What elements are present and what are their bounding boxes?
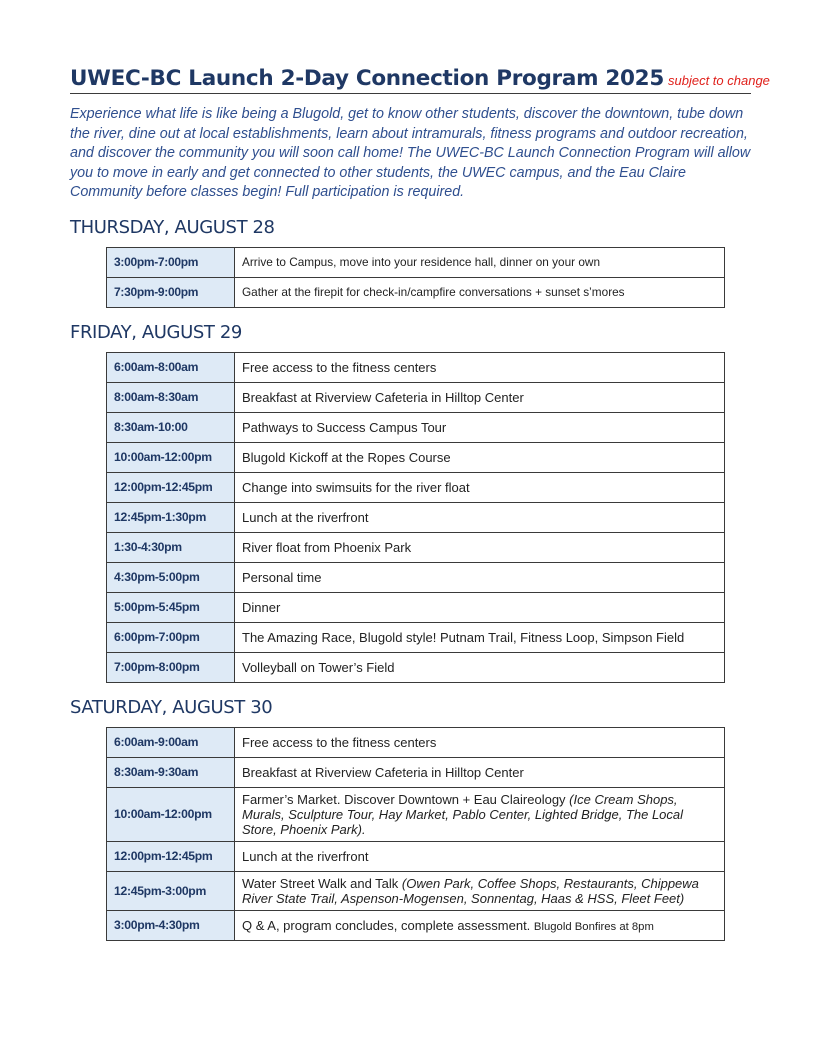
time-cell: 10:00am-12:00pm (107, 442, 235, 472)
friday-schedule-table (106, 352, 725, 683)
activity-details: (Owen Park, Coffee Shops, Restaurants, Chippewa River State Trail, Aspenson-Mogensen, Sonnentag, Haas & HSS, Fleet Feet) (242, 875, 699, 906)
time-cell: 8:30am-9:30am (107, 757, 235, 787)
time-cell: 4:30pm-5:00pm (107, 562, 235, 592)
time-cell: 7:00pm-8:00pm (107, 652, 235, 682)
time-cell: 8:30am-10:00 (107, 412, 235, 442)
activity-text: Farmer’s Market. Discover Downtown + Eau Claireology (242, 791, 570, 807)
time-cell: 8:00am-8:30am (107, 382, 235, 412)
subject-to-change-note: subject to change (668, 73, 770, 88)
title-row (70, 66, 770, 94)
time-cell: 3:00pm-7:00pm (107, 247, 235, 277)
activity-cell (235, 871, 725, 910)
table-row (107, 562, 725, 592)
activity-cell: Lunch at the riverfront (235, 841, 725, 871)
table-row (107, 592, 725, 622)
table-row (107, 757, 725, 787)
table-row (107, 502, 725, 532)
activity-cell: Gather at the firepit for check-in/campfire conversations + sunset s’mores (235, 277, 725, 307)
saturday-heading: SATURDAY, AUGUST 30 (70, 696, 273, 718)
activity-cell (235, 787, 725, 841)
bonfire-note: Blugold Bonfires at 8pm (533, 920, 654, 933)
time-cell: 12:45pm-1:30pm (107, 502, 235, 532)
thursday-schedule-table (106, 247, 725, 308)
table-row (107, 652, 725, 682)
table-row (107, 442, 725, 472)
time-cell: 6:00am-8:00am (107, 352, 235, 382)
activity-cell: Pathways to Success Campus Tour (235, 412, 725, 442)
table-row (107, 910, 725, 940)
table-row (107, 841, 725, 871)
activity-cell: River float from Phoenix Park (235, 532, 725, 562)
table-row (107, 412, 725, 442)
activity-cell: Personal time (235, 562, 725, 592)
time-cell: 12:00pm-12:45pm (107, 472, 235, 502)
table-row (107, 247, 725, 277)
activity-cell: Breakfast at Riverview Cafeteria in Hilltop Center (235, 757, 725, 787)
table-row (107, 622, 725, 652)
activity-cell: Blugold Kickoff at the Ropes Course (235, 442, 725, 472)
table-row (107, 382, 725, 412)
time-cell: 10:00am-12:00pm (107, 787, 235, 841)
thursday-heading: THURSDAY, AUGUST 28 (70, 216, 275, 238)
activity-cell: Breakfast at Riverview Cafeteria in Hilltop Center (235, 382, 725, 412)
activity-cell: Lunch at the riverfront (235, 502, 725, 532)
table-row (107, 787, 725, 841)
table-row (107, 532, 725, 562)
friday-heading: FRIDAY, AUGUST 29 (70, 321, 242, 343)
activity-cell: Arrive to Campus, move into your residence hall, dinner on your own (235, 247, 725, 277)
saturday-schedule-table (106, 727, 725, 941)
intro-paragraph: Experience what life is like being a Blugold, get to know other students, discover the downtown, tube down the river, dine out at local establishments, learn about intramurals, fitness programs and outdoor recreation, and discover the community you will soon call home! The UWEC-BC Launch Connection Program will allow you to move in early and get connected to other students, the UWEC campus, and the Eau Claire Community before classes begin! Full participation is required. (70, 106, 751, 201)
table-row (107, 727, 725, 757)
table-row (107, 472, 725, 502)
table-row (107, 277, 725, 307)
document-page (70, 66, 770, 941)
time-cell: 12:45pm-3:00pm (107, 871, 235, 910)
activity-details: (Ice Cream Shops, Murals, Sculpture Tour, Hay Market, Pablo Center, Lighted Bridge, The Local Store, Phoenix Park). (242, 791, 684, 837)
time-cell: 5:00pm-5:45pm (107, 592, 235, 622)
page-title: UWEC-BC Launch 2-Day Connection Program 2025 (70, 66, 664, 91)
activity-text: Q & A, program concludes, complete assessment. (242, 917, 534, 933)
time-cell: 12:00pm-12:45pm (107, 841, 235, 871)
activity-cell: Free access to the fitness centers (235, 352, 725, 382)
activity-cell (235, 910, 725, 940)
time-cell: 7:30pm-9:00pm (107, 277, 235, 307)
activity-cell: Free access to the fitness centers (235, 727, 725, 757)
time-cell: 3:00pm-4:30pm (107, 910, 235, 940)
time-cell: 6:00pm-7:00pm (107, 622, 235, 652)
activity-cell: Change into swimsuits for the river float (235, 472, 725, 502)
activity-cell: The Amazing Race, Blugold style! Putnam Trail, Fitness Loop, Simpson Field (235, 622, 725, 652)
time-cell: 6:00am-9:00am (107, 727, 235, 757)
time-cell: 1:30-4:30pm (107, 532, 235, 562)
activity-text: Water Street Walk and Talk (242, 875, 402, 891)
activity-cell: Dinner (235, 592, 725, 622)
table-row (107, 352, 725, 382)
table-row (107, 871, 725, 910)
activity-cell: Volleyball on Tower’s Field (235, 652, 725, 682)
